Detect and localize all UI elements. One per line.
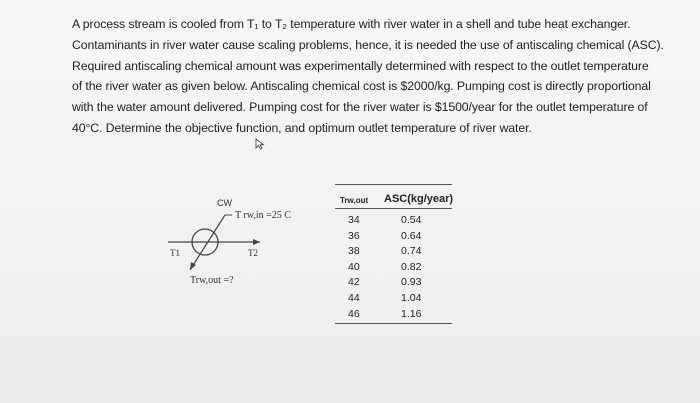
- inlet-temperature-label: T rw,in =25 C: [235, 210, 291, 221]
- table-cell-temperature: 42: [348, 276, 360, 289]
- table-cell-asc: 1.16: [401, 307, 422, 320]
- problem-statement: [72, 14, 664, 139]
- table-top-rule: [335, 184, 452, 185]
- problem-line-3: Required antiscaling chemical amount was experimentally determined with respect to the outlet temperature: [72, 58, 649, 73]
- heat-exchanger-diagram: [160, 190, 330, 290]
- problem-line-6: 40°C. Determine the objective function, and optimum outlet temperature of river water.: [72, 120, 532, 135]
- table-cell-temperature: 40: [348, 260, 360, 273]
- table-cell-asc: 1.04: [401, 291, 422, 304]
- table-cell-temperature: 44: [348, 291, 360, 304]
- table-cell-temperature: 34: [348, 214, 360, 226]
- outlet-temperature-label: Trw,out =?: [190, 275, 234, 286]
- asc-column: [401, 213, 429, 322]
- table-cell-asc: 0.54: [401, 214, 422, 226]
- table-cell-asc: 0.93: [401, 276, 422, 289]
- problem-line-5: with the water amount delivered. Pumping cost for the river water is $1500/year for the outlet temperature of: [72, 100, 648, 115]
- table-header-rule: [335, 208, 452, 209]
- heat-exchanger-schematic: [160, 190, 330, 290]
- t2-label: T2: [248, 248, 258, 258]
- cw-label: CW: [217, 198, 232, 208]
- table-bottom-rule: [335, 323, 452, 324]
- asc-column-header: ASC(kg/year): [384, 193, 454, 205]
- table-cell-temperature: 46: [348, 307, 360, 320]
- table-cell-asc: 0.64: [401, 229, 422, 242]
- table-cell-asc: 0.82: [401, 260, 422, 273]
- temperature-column-header: Trw,out: [340, 196, 369, 205]
- mouse-cursor-icon: [255, 138, 267, 150]
- problem-line-2: Contaminants in river water cause scaling problems, hence, it is needed the use of antiscaling chemical (ASC).: [72, 37, 664, 52]
- table-cell-asc: 0.74: [401, 245, 422, 258]
- t1-label: T1: [170, 248, 180, 258]
- table-cell-temperature: 36: [348, 229, 360, 242]
- table-cell-temperature: 38: [348, 245, 360, 258]
- problem-line-1: A process stream is cooled from T₁ to T₂ temperature with river water in a shell and tube heat exchanger.: [72, 17, 631, 31]
- temperature-column: [348, 213, 368, 322]
- problem-line-4: of the river water as given below. Antiscaling chemical cost is $2000/kg. Pumping cost is directly proportional: [72, 79, 651, 94]
